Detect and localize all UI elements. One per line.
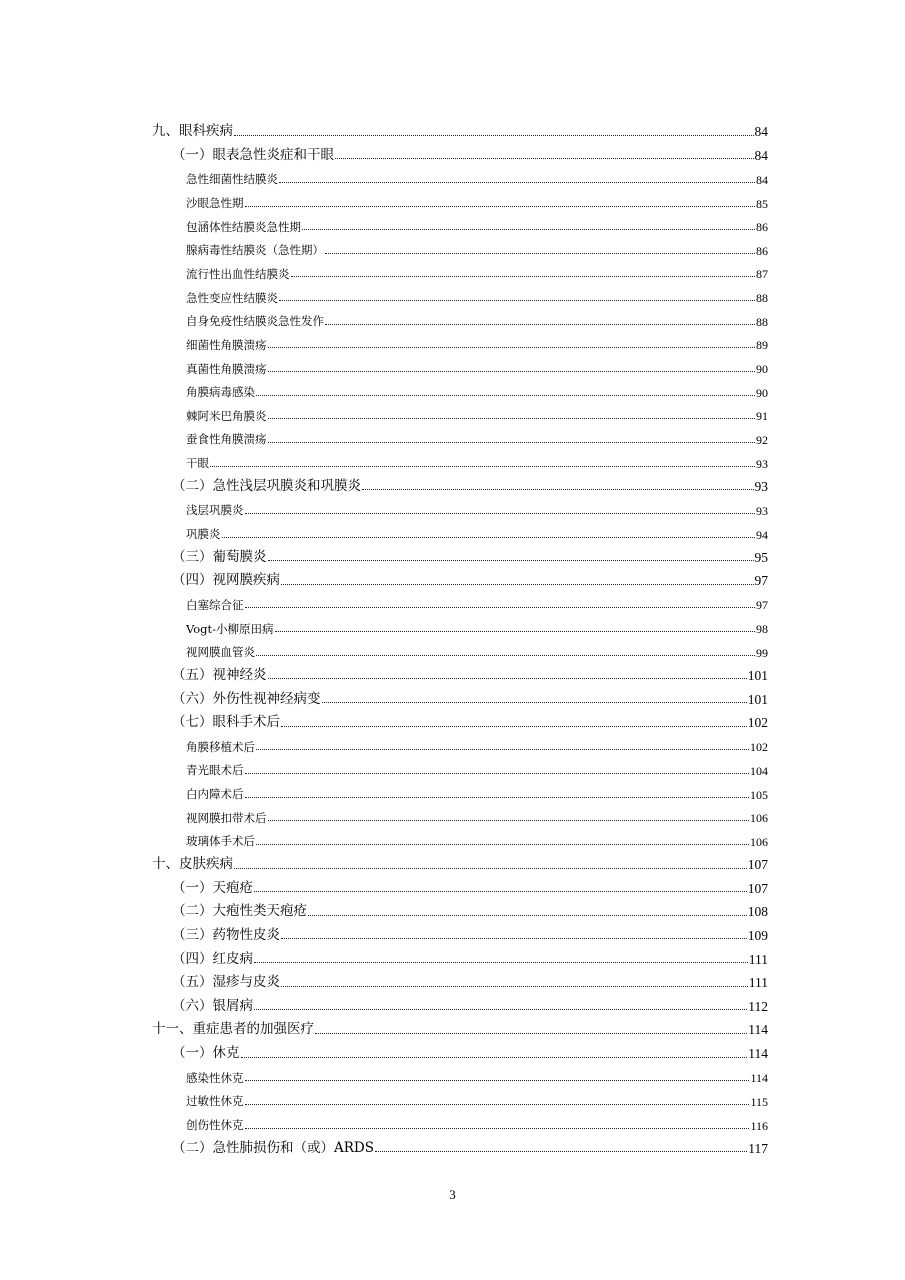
toc-entry[interactable]: [0, 260, 905, 284]
toc-entry-page: 97: [754, 573, 768, 589]
toc-entry[interactable]: [0, 1064, 905, 1088]
toc-entry[interactable]: [0, 591, 905, 615]
toc-entry[interactable]: [0, 827, 905, 851]
toc-entry-title: 九、眼科疾病: [152, 123, 233, 140]
toc-entry-title: （五）视神经炎: [172, 666, 267, 683]
toc-leader-dots: [234, 135, 754, 136]
toc-entry-title: 棘阿米巴角膜炎: [186, 408, 267, 423]
toc-entry-title: （六）银屑病: [172, 997, 253, 1014]
toc-entry-title: 角膜病毒感染: [186, 385, 255, 400]
toc-entry-title: 急性变应性结膜炎: [186, 290, 278, 305]
toc-leader-dots: [256, 395, 755, 396]
toc-entry-title: 感染性休克: [186, 1070, 244, 1085]
toc-leader-dots: [268, 371, 756, 372]
toc-entry[interactable]: [0, 1016, 905, 1040]
toc-entry-title: 十一、重症患者的加强医疗: [152, 1021, 314, 1038]
toc-entry[interactable]: [0, 638, 905, 662]
page-number: 3: [449, 1187, 456, 1202]
toc-entry-title: （一）眼表急性炎症和干眼: [172, 146, 334, 163]
toc-leader-dots: [375, 1151, 747, 1152]
toc-entry-page: 91: [756, 409, 768, 424]
toc-entry-page: 114: [748, 1022, 768, 1038]
toc-entry-page: 84: [756, 172, 768, 187]
toc-leader-dots: [268, 347, 756, 348]
toc-entry[interactable]: [0, 733, 905, 757]
toc-entry-page: 104: [750, 763, 768, 778]
toc-entry-title: 创伤性休克: [186, 1118, 244, 1133]
toc-entry-title: 包涵体性结膜炎急性期: [186, 219, 301, 234]
toc-leader-dots: [268, 820, 750, 821]
toc-entry-page: 85: [756, 196, 768, 211]
toc-entry[interactable]: [0, 402, 905, 426]
toc-leader-dots: [245, 1080, 750, 1081]
toc-leader-dots: [325, 324, 755, 325]
toc-entry-page: 105: [750, 787, 768, 802]
toc-entry-title: 巩膜炎: [186, 527, 221, 542]
toc-entry[interactable]: [0, 544, 905, 568]
toc-entry-page: 117: [748, 1140, 768, 1156]
toc-entry[interactable]: [0, 118, 905, 142]
toc-entry-page: 115: [750, 1094, 768, 1109]
toc-entry[interactable]: [0, 851, 905, 875]
toc-entry-title: （四）红皮病: [172, 950, 253, 967]
toc-entry[interactable]: [0, 945, 905, 969]
toc-leader-dots: [245, 206, 756, 207]
toc-entry[interactable]: [0, 425, 905, 449]
toc-entry-title: 腺病毒性结膜炎（急性期）: [186, 243, 324, 258]
toc-leader-dots: [254, 891, 747, 892]
toc-entry[interactable]: [0, 804, 905, 828]
toc-entry-page: 112: [748, 998, 768, 1014]
toc-entry-page: 93: [756, 456, 768, 471]
toc-entry[interactable]: [0, 307, 905, 331]
toc-entry-page: 93: [756, 503, 768, 518]
toc-entry[interactable]: [0, 969, 905, 993]
toc-leader-dots: [281, 938, 747, 939]
toc-entry-page: 111: [748, 951, 768, 967]
toc-entry[interactable]: [0, 1040, 905, 1064]
toc-entry-page: 92: [756, 432, 768, 447]
toc-entry[interactable]: [0, 378, 905, 402]
toc-entry-page: 94: [756, 527, 768, 542]
toc-leader-dots: [256, 749, 749, 750]
toc-entry-page: 97: [756, 598, 768, 613]
toc-leader-dots: [222, 537, 756, 538]
toc-entry-page: 84: [754, 147, 768, 163]
toc-entry-title: （二）大疱性类天疱疮: [172, 903, 307, 920]
toc-entry-title: 蚕食性角膜溃疡: [186, 432, 267, 447]
toc-leader-dots: [245, 1104, 750, 1105]
toc-entry-page: 86: [756, 220, 768, 235]
toc-leader-dots: [325, 253, 755, 254]
toc-entry-page: 89: [756, 338, 768, 353]
toc-entry-title: 自身免疫性结膜炎急性发作: [186, 314, 324, 329]
toc-leader-dots: [210, 466, 755, 467]
toc-entry[interactable]: [0, 449, 905, 473]
toc-entry-page: 108: [747, 904, 768, 920]
toc-entry[interactable]: [0, 993, 905, 1017]
toc-entry-page: 98: [756, 622, 768, 637]
toc-entry-page: 102: [747, 715, 768, 731]
toc-entry[interactable]: [0, 331, 905, 355]
toc-leader-dots: [254, 1009, 747, 1010]
toc-leader-dots: [241, 1057, 748, 1058]
toc-entry-title: 白内障术后: [186, 787, 244, 802]
toc-entry[interactable]: [0, 685, 905, 709]
toc-entry-title: 玻璃体手术后: [186, 834, 255, 849]
toc-leader-dots: [268, 418, 756, 419]
toc-entry-title: 真菌性角膜溃疡: [186, 361, 267, 376]
toc-entry[interactable]: [0, 780, 905, 804]
toc-entry-title: 白塞综合征: [186, 597, 244, 612]
toc-entry-page: 106: [750, 811, 768, 826]
toc-entry-page: 109: [747, 927, 768, 943]
toc-leader-dots: [281, 986, 748, 987]
toc-entry[interactable]: [0, 662, 905, 686]
toc-entry-page: 88: [756, 291, 768, 306]
toc-entry-page: 107: [747, 880, 768, 896]
toc-entry-page: 107: [747, 857, 768, 872]
toc-entry[interactable]: [0, 213, 905, 237]
toc-entry-page: 111: [748, 975, 768, 991]
toc-leader-dots: [362, 489, 754, 490]
toc-entry[interactable]: [0, 567, 905, 591]
toc-entry-title: （四）视网膜疾病: [172, 572, 280, 589]
toc-entry[interactable]: [0, 898, 905, 922]
toc-entry-page: 84: [754, 124, 768, 140]
toc-leader-dots: [308, 915, 747, 916]
toc-entry[interactable]: [0, 473, 905, 497]
toc-leader-dots: [302, 229, 755, 230]
toc-entry[interactable]: [0, 236, 905, 260]
toc-entry[interactable]: [0, 189, 905, 213]
toc-leader-dots: [281, 584, 754, 585]
toc-leader-dots: [335, 158, 754, 159]
toc-entry-title: （一）休克: [172, 1045, 240, 1062]
toc-entry-title: 过敏性休克: [186, 1094, 244, 1109]
toc-entry-page: 114: [748, 1046, 768, 1062]
toc-entry-title: 角膜移植术后: [186, 739, 255, 754]
toc-entry-title: 干眼: [186, 456, 209, 471]
toc-entry-title: 沙眼急性期: [186, 196, 244, 211]
toc-entry[interactable]: [0, 520, 905, 544]
toc-leader-dots: [245, 797, 750, 798]
toc-leader-dots: [254, 962, 748, 963]
toc-entry[interactable]: [0, 165, 905, 189]
toc-leader-dots: [245, 513, 756, 514]
toc-entry[interactable]: [0, 922, 905, 946]
toc-entry-title: （一）天疱疮: [172, 879, 253, 896]
toc-leader-dots: [279, 300, 755, 301]
toc-entry-page: 99: [756, 645, 768, 660]
toc-entry-title: 青光眼术后: [186, 763, 244, 778]
toc-leader-dots: [268, 678, 747, 679]
toc-entry[interactable]: [0, 283, 905, 307]
toc-entry[interactable]: [0, 496, 905, 520]
toc-entry-title: （二）急性肺损伤和（或）ARDS: [172, 1139, 374, 1156]
toc-entry-page: 102: [750, 740, 768, 755]
toc-entry-title: 细菌性角膜溃疡: [186, 337, 267, 352]
toc-entry-page: 88: [756, 314, 768, 329]
toc-leader-dots: [256, 844, 749, 845]
toc-entry-page: 101: [747, 667, 768, 683]
toc-entry-page: 116: [750, 1118, 768, 1133]
toc-entry-title: 急性细菌性结膜炎: [186, 172, 278, 187]
toc-entry-page: 93: [754, 478, 768, 494]
toc-entry[interactable]: [0, 1135, 905, 1159]
toc-entry[interactable]: [0, 142, 905, 166]
toc-entry-page: 101: [747, 691, 768, 707]
toc-entry-title: （二）急性浅层巩膜炎和巩膜炎: [172, 477, 361, 494]
toc-entry-title: 流行性出血性结膜炎: [186, 266, 290, 281]
toc-leader-dots: [256, 655, 755, 656]
toc-entry-page: 90: [756, 385, 768, 400]
toc-leader-dots: [268, 560, 754, 561]
toc-entry[interactable]: [0, 1111, 905, 1135]
toc-entry-title: （七）眼科手术后: [172, 714, 280, 731]
toc-leader-dots: [281, 726, 747, 727]
toc-leader-dots: [245, 1128, 750, 1129]
toc-entry-page: 87: [756, 267, 768, 282]
toc-leader-dots: [315, 1033, 747, 1034]
toc-entry-title: （六）外伤性视神经病变: [172, 690, 321, 707]
toc-leader-dots: [322, 702, 747, 703]
toc-entry-title: （三）药物性皮炎: [172, 926, 280, 943]
toc-entry-title: 十、皮肤疾病: [152, 856, 233, 872]
toc-entry[interactable]: [0, 756, 905, 780]
toc-leader-dots: [275, 631, 755, 632]
toc-entry-title: （五）湿疹与皮炎: [172, 974, 280, 991]
toc-entry[interactable]: [0, 875, 905, 899]
toc-entry-page: 106: [750, 834, 768, 849]
toc-leader-dots: [245, 607, 756, 608]
toc-entry[interactable]: [0, 709, 905, 733]
toc-entry[interactable]: [0, 614, 905, 638]
toc-leader-dots: [234, 868, 747, 869]
toc-entry-page: 114: [750, 1071, 768, 1086]
toc-entry-page: 95: [754, 549, 768, 565]
toc-leader-dots: [291, 276, 756, 277]
toc-leader-dots: [245, 773, 750, 774]
toc-entry-title: Vogt-小柳原田病: [186, 621, 274, 636]
toc-entry[interactable]: [0, 1087, 905, 1111]
toc-entry-title: （三）葡萄膜炎: [172, 548, 267, 565]
toc-entry-title: 视网膜血管炎: [186, 645, 255, 660]
toc-entry-title: 视网膜扣带术后: [186, 810, 267, 825]
toc-entry-page: 90: [756, 362, 768, 377]
toc-entry-title: 浅层巩膜炎: [186, 503, 244, 518]
toc-entry[interactable]: [0, 354, 905, 378]
toc-entry-page: 86: [756, 243, 768, 258]
table-of-contents: [0, 118, 905, 1158]
toc-leader-dots: [268, 442, 756, 443]
toc-leader-dots: [279, 182, 755, 183]
